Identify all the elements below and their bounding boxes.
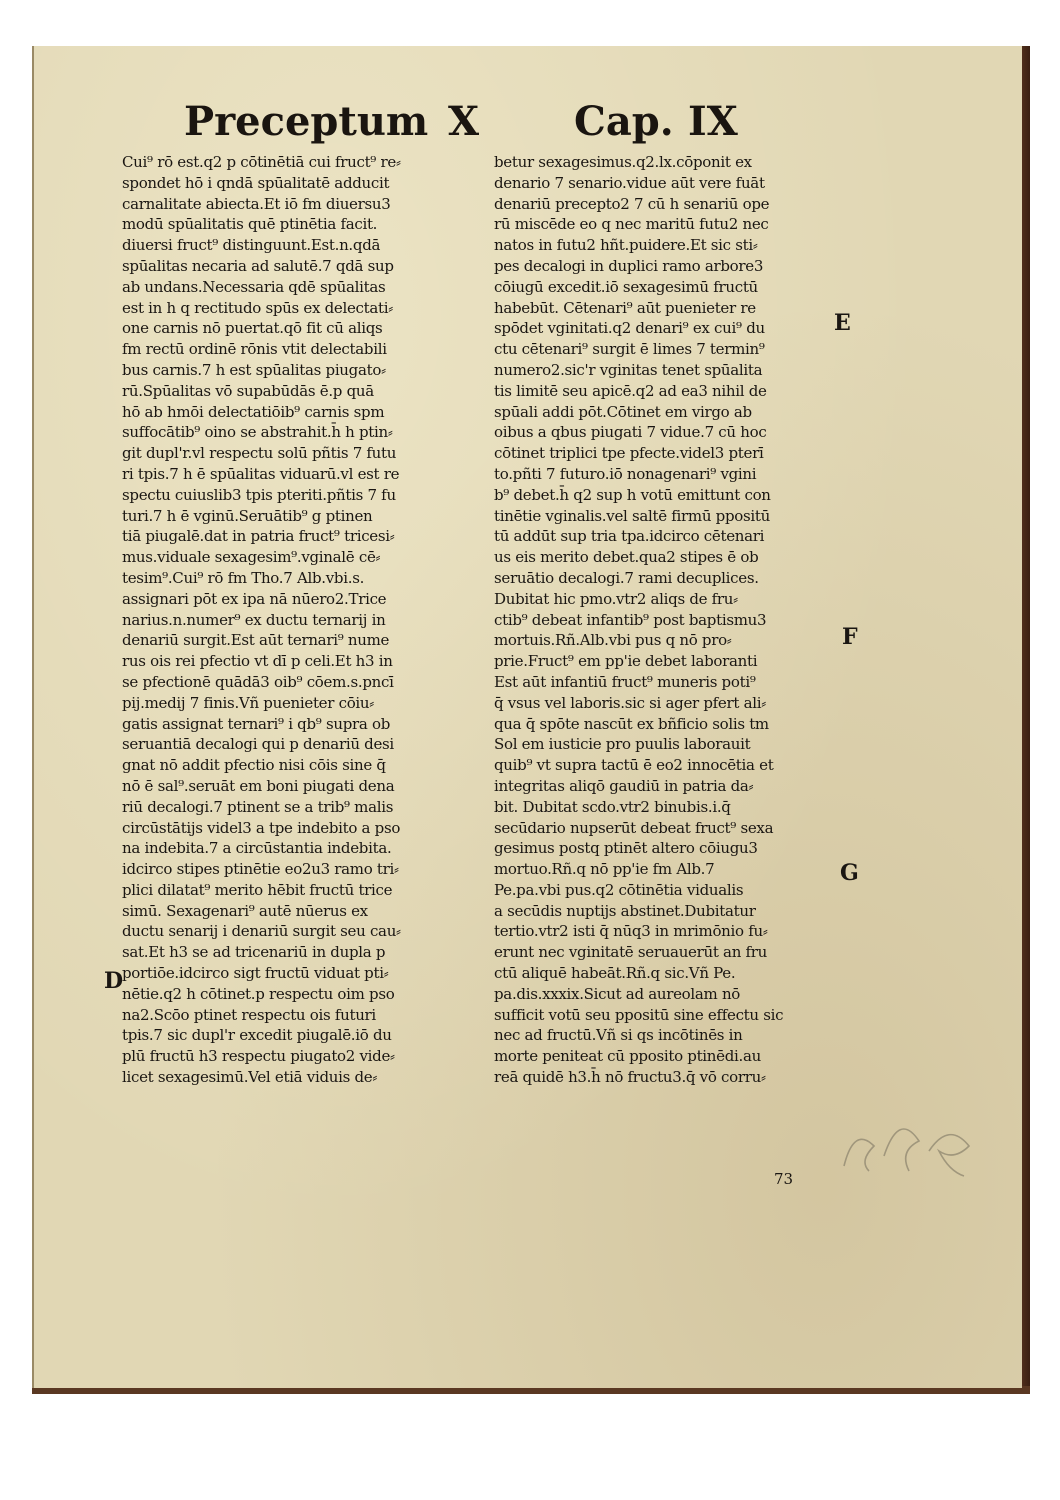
text-line: to.pñti 7 futuro.iō nonagenari⁹ vgini — [494, 464, 757, 483]
left-text-column — [122, 152, 494, 1088]
text-line: tū addūt sup tria tpa.idcirco cētenari — [494, 527, 765, 546]
text-line: us eis merito debet.qua2 stipes ē ob — [494, 548, 759, 567]
text-line: numero2.sic'r vginitas tenet spūalita — [494, 360, 763, 379]
text-line: carnalitate abiecta.Et iō fm diuersu3 — [122, 194, 391, 213]
text-line: plū fructū h3 respectu piugato2 vide⸗ — [122, 1047, 395, 1066]
text-line: denariū precepto2 7 cū h senariū ope — [494, 194, 770, 213]
text-line: denariū surgit.Est aūt ternari⁹ nume — [122, 631, 390, 650]
text-line: seruantiā decalogi qui p denariū desi — [122, 735, 394, 754]
text-line: qua q̄ spōte nascūt ex bñficio solis tm — [494, 714, 769, 733]
running-head-cap-number: IX — [688, 98, 738, 145]
text-line: suffocātib⁹ oino se abstrahit.h̄ h ptin⸗ — [122, 423, 393, 442]
text-line: pij.medij 7 finis.Vñ puenieter cōiu⸗ — [122, 693, 374, 712]
text-line: mortuis.Rñ.Alb.vbi pus q nō pro⸗ — [494, 631, 732, 650]
text-line: nō ē sal⁹.seruāt em boni piugati dena — [122, 776, 395, 795]
text-line: modū spūalitatis quē ptinētia facit. — [122, 215, 378, 234]
text-line: bit. Dubitat scdo.vtr2 binubis.i.q̄ — [494, 797, 731, 816]
margin-letter-g: G — [840, 860, 859, 886]
text-line: tiā piugalē.dat in patria fruct⁹ tricesi⸗ — [122, 527, 395, 546]
text-line: mus.viduale sexagesim⁹.vginalē cē⸗ — [122, 548, 381, 567]
text-line: integritas aliqō gaudiū in patria da⸗ — [494, 776, 754, 795]
text-line: nec ad fructū.Vñ si qs incōtinēs in — [494, 1026, 743, 1045]
text-line: gatis assignat ternari⁹ i qb⁹ supra ob — [122, 714, 391, 733]
text-line: git dupl'r.vl respectu solū pñtis 7 futu — [122, 444, 397, 463]
text-line: se pfectionē quādā3 oib⁹ cōem.s.pncī — [122, 672, 394, 691]
text-line: ctu cētenari⁹ surgit ē limes 7 termin⁹ — [494, 340, 765, 359]
library-stamp-outline — [834, 1096, 984, 1186]
text-line: natos in futu2 hñt.puidere.Et sic sti⸗ — [494, 236, 758, 255]
text-line: secūdario nupserūt debeat fruct⁹ sexa — [494, 818, 774, 837]
text-line: Est aūt infantiū fruct⁹ muneris poti⁹ — [494, 672, 756, 691]
text-line: narius.n.numer⁹ ex ductu ternarij in — [122, 610, 386, 629]
text-line: assignari pōt ex ipa nā nūero2.Trice — [122, 589, 387, 608]
text-line: spectu cuiuslib3 tpis pteriti.pñtis 7 fu — [122, 485, 396, 504]
text-line: sat.Et h3 se ad tricenariū in dupla p — [122, 943, 386, 962]
running-head-number: X — [448, 98, 480, 145]
text-line: hō ab hmōi delectatiōib⁹ carnis spm — [122, 402, 385, 421]
text-line: denario 7 senario.vidue aūt vere fuāt — [494, 173, 765, 192]
text-line: simū. Sexagenari⁹ autē nūerus ex — [122, 901, 368, 920]
margin-letter-d: D — [104, 968, 124, 994]
text-line: bus carnis.7 h est spūalitas piugato⸗ — [122, 360, 386, 379]
text-line: licet sexagesimū.Vel etiā viduis de⸗ — [122, 1068, 378, 1087]
text-line: one carnis nō puertat.qō fit cū aliqs — [122, 319, 383, 338]
text-line: fm rectū ordinē rōnis vtit delectabili — [122, 340, 387, 359]
text-line: nētie.q2 h cōtinet.p respectu oim pso — [122, 984, 395, 1003]
running-head-title: Preceptum — [184, 98, 429, 145]
text-line: turi.7 h ē vginū.Seruātib⁹ g ptinen — [122, 506, 373, 525]
text-line: erunt nec vginitatē seruauerūt an fru — [494, 943, 768, 962]
text-line: cōtinet triplici tpe pfecte.videl3 pterī — [494, 444, 764, 463]
text-line: ri tpis.7 h ē spūalitas viduarū.vl est re — [122, 464, 400, 483]
text-line: sufficit votū seu ppositū sine effectu sic — [494, 1005, 784, 1024]
text-line: quib⁹ vt supra tactū ē eo2 innocētia et — [494, 756, 774, 775]
text-line: pes decalogi in duplici ramo arbore3 — [494, 256, 764, 275]
text-line: Cui⁹ rō est.q2 p cōtinētiā cui fruct⁹ re⸗ — [122, 153, 401, 171]
margin-letter-f: F — [842, 624, 858, 650]
text-line: spūalitas necaria ad salutē.7 qdā sup — [122, 256, 394, 275]
text-line: tis limitē seu apicē.q2 ad ea3 nihil de — [494, 381, 767, 400]
text-line: ctib⁹ debeat infantib⁹ post baptismu3 — [494, 610, 767, 629]
text-line: mortuo.Rñ.q nō pp'ie fm Alb.7 — [494, 860, 715, 879]
running-head — [184, 92, 824, 152]
text-line: Pe.pa.vbi pus.q2 cōtinētia vidualis — [494, 880, 744, 899]
text-line: ab undans.Necessaria qdē spūalitas — [122, 277, 386, 296]
text-line: prie.Fruct⁹ em pp'ie debet laboranti — [494, 652, 758, 671]
text-line: seruātio decalogi.7 rami decuplices. — [494, 568, 759, 587]
text-line: na indebita.7 a circūstantia indebita. — [122, 839, 392, 858]
text-line: spondet hō i qndā spūalitatē adducit — [122, 173, 390, 192]
text-line: na2.Scōo ptinet respectu ois futuri — [122, 1005, 376, 1024]
text-line: q̄ vsus vel laboris.sic si ager pfert ali⸗ — [494, 693, 766, 712]
text-line: rū miscēde eo q nec maritū futu2 nec — [494, 215, 769, 234]
text-line: gesimus postq ptinēt altero cōiugu3 — [494, 839, 758, 858]
text-line: plici dilatat⁹ merito hēbit fructū trice — [122, 880, 393, 899]
text-line: spūali addi pōt.Cōtinet em virgo ab — [494, 402, 752, 421]
text-line: portiōe.idcirco sigt fructū viduat pti⸗ — [122, 964, 389, 983]
text-line: ctū aliquē habeāt.Rñ.q sic.Vñ Pe. — [494, 964, 736, 983]
text-line: Sol em iusticie pro puulis laborauit — [494, 735, 751, 754]
text-line: spōdet vginitati.q2 denari⁹ ex cui⁹ du — [494, 319, 765, 338]
text-line: rū.Spūalitas vō supabūdās ē.p quā — [122, 381, 374, 400]
text-line: pa.dis.xxxix.Sicut ad aureolam nō — [494, 984, 741, 1003]
text-line: rus ois rei pfectio vt dī p celi.Et h3 in — [122, 652, 393, 671]
margin-letter-e: E — [834, 310, 851, 336]
text-line: a secūdis nuptijs abstinet.Dubitatur — [494, 901, 756, 920]
text-line: reā quidē h3.h̄ nō fructu3.q̄ vō corru⸗ — [494, 1068, 766, 1087]
text-line: betur sexagesimus.q2.lx.cōponit ex — [494, 153, 752, 171]
text-line: tpis.7 sic dupl'r excedit piugalē.iō du — [122, 1026, 392, 1045]
text-line: riū decalogi.7 ptinent se a trib⁹ malis — [122, 797, 394, 816]
folio-number: 73 — [774, 1170, 794, 1188]
text-line: Dubitat hic pmo.vtr2 aliqs de fru⸗ — [494, 589, 738, 608]
text-line: tinētie vginalis.vel saltē firmū ppositū — [494, 506, 770, 525]
text-line: est in h q rectitudo spūs ex delectati⸗ — [122, 298, 393, 317]
text-line: gnat nō addit pfectio nisi cōis sine q̄ — [122, 756, 386, 775]
book-page — [32, 46, 1022, 1388]
text-line: idcirco stipes ptinētie eo2u3 ramo tri⸗ — [122, 860, 399, 879]
text-line: diuersi fruct⁹ distinguunt.Est.n.qdā — [122, 236, 381, 255]
text-line: habebūt. Cētenari⁹ aūt puenieter re — [494, 298, 756, 317]
text-line: ductu senarij i denariū surgit seu cau⸗ — [122, 922, 401, 941]
text-line: cōiugū excedit.iō sexagesimū fructū — [494, 277, 758, 296]
text-line: tesim⁹.Cui⁹ rō fm Tho.7 Alb.vbi.s. — [122, 568, 365, 587]
text-line: morte peniteat cū pposito ptinēdi.au — [494, 1047, 762, 1066]
text-line: tertio.vtr2 isti q̄ nūq3 in mrimōnio fu⸗ — [494, 922, 768, 941]
right-text-column — [494, 152, 866, 1088]
text-line: oibus a qbus piugati 7 vidue.7 cū hoc — [494, 423, 767, 442]
running-head-cap: Cap. — [574, 98, 674, 145]
text-line: b⁹ debet.h̄ q2 sup h votū emittunt con — [494, 485, 771, 504]
text-line: circūstātijs videl3 a tpe indebito a pso — [122, 818, 401, 837]
